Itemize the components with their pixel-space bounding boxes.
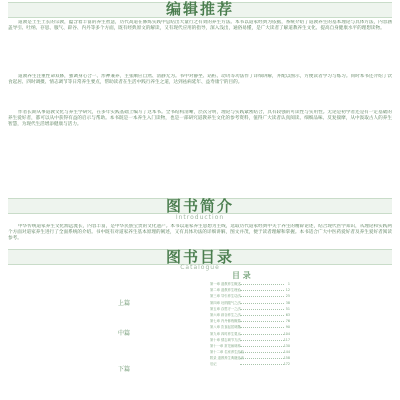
- toc-leader-dots: [240, 296, 284, 297]
- toc-row-page: 130: [283, 343, 290, 348]
- toc-row: [210, 282, 290, 286]
- toc-row-page: 172: [283, 362, 290, 367]
- toc-row-page: 117: [283, 337, 290, 342]
- toc-row: [210, 356, 290, 360]
- toc-leader-dots: [240, 352, 284, 353]
- toc-row-page: 158: [283, 356, 290, 361]
- toc-row-title: 第一章 道教养生概述: [210, 282, 241, 286]
- intro-title: 图书简介: [165, 197, 234, 215]
- toc-row-title: 第八章 饮食起居调摄: [210, 325, 241, 330]
- contents-subtitle: Catalogue: [180, 264, 220, 271]
- toc-row: [210, 350, 290, 354]
- part-label: 中篇: [117, 330, 130, 337]
- toc-leader-dots: [240, 334, 284, 335]
- intro-paragraph: 中华传统道家养生文化源远流长，内容丰富，是中华民族宝贵的文化遗产。本书以道家养生思想为主线，选取历代道家经典中关于养生的精辟论述，结合现代医学知识，从理论和实践两个方面对道家养生进行了全面系统的介绍。书中既有对道家养生基本原理的阐述，又有具体功法的详细讲解，图文并茂，便于读者理解和掌握。本书适合广大中医药爱好者及养生爱好者阅读参考。: [8, 224, 392, 242]
- toc-leader-dots: [240, 340, 284, 341]
- toc-row-page: 104: [283, 331, 290, 336]
- toc-leader-dots: [240, 346, 284, 347]
- table-of-contents: [90, 270, 310, 398]
- toc-row: [210, 307, 290, 311]
- recommend-title: 编辑推荐: [165, 0, 234, 18]
- toc-row-title: 第六章 辟谷养生之法: [210, 312, 241, 317]
- toc-row: [210, 313, 290, 317]
- toc-leader-dots: [240, 309, 284, 310]
- toc-row: [210, 325, 290, 329]
- recommend-paragraph-1: 道教是土生土长的宗教，蕴含着丰富的养生智慧，历代高道在修炼实践中总结出大量行之有效的养生方法。本书以道家经典为依据，系统介绍了道教养生的基本理论与具体方法，内容涵盖导引、吐纳、存思、服气、辟谷、内丹等多个方面，既有经典原文的解读，又有现代应用的指导，深入浅出，通俗易懂，是广大读者了解道教养生文化、提高自身健康水平的理想读物。: [8, 20, 392, 32]
- intro-subtitle: Introduction: [175, 214, 225, 221]
- toc-row-page: 51: [285, 306, 290, 311]
- toc-row-page: 63: [285, 312, 290, 317]
- toc-row: [210, 288, 290, 292]
- toc-row-page: 90: [285, 325, 290, 330]
- toc-row-page: 12: [285, 288, 290, 293]
- recommend-paragraph-2: 道教养生注重性命双修，强调身心合一、形神兼养，主张顺应自然、清静无为。书中对静坐、站桩、动功等功法作了详细讲解，并配以图示，方便读者学习与练习。同时本书还介绍了饮食起居、四时调摄、情志调节等日常养生要点，帮助读者在生活中践行养生之道，达到祛病延年、益寿康宁的目的。: [8, 74, 392, 86]
- toc-leader-dots: [240, 303, 284, 304]
- part-label: 下篇: [117, 366, 130, 373]
- toc-row-title: 附录 道教养生典籍选读: [210, 356, 245, 361]
- toc-row-title: 第三章 导引养生功法: [210, 294, 241, 299]
- toc-row-title: 第五章 存思守一之法: [210, 306, 241, 311]
- recommend-paragraph-3: 作者长期从事道教文化与养生学研究，在多年实践基础上编写了这本书。全书结构清晰，层次分明，理论与实践紧密结合，具有较强的可读性与实用性。无论是初学者还是有一定基础的养生爱好者，都可以从中获得有益的启示与帮助。本书既是一本养生入门读物，也是一部研究道教养生文化的参考资料，值得广大读者认真阅读、细细品味、反复揣摩，从中汲取古人的养生智慧，为现代生活增添健康与活力。: [8, 110, 392, 128]
- toc-row-title: 第十一章 常见病调养: [210, 343, 241, 348]
- toc-leader-dots: [240, 290, 284, 291]
- toc-row-title: 后记: [210, 362, 217, 367]
- toc-leader-dots: [240, 284, 284, 285]
- toc-list: [210, 282, 290, 369]
- contents-book-logo: 目 录: [232, 271, 251, 280]
- toc-row-title: 第七章 内丹修炼概要: [210, 319, 241, 324]
- toc-row-page: 38: [285, 300, 290, 305]
- toc-row: [210, 301, 290, 305]
- toc-row: [210, 344, 290, 348]
- toc-row-page: 144: [283, 350, 290, 355]
- toc-leader-dots: [240, 327, 284, 328]
- contents-title: 图书目录: [165, 248, 234, 266]
- part-label: 上篇: [117, 300, 130, 307]
- toc-leader-dots: [240, 315, 284, 316]
- toc-row: [210, 319, 290, 323]
- toc-row-title: 第四章 吐纳服气之法: [210, 300, 241, 305]
- toc-row: [210, 338, 290, 342]
- toc-leader-dots: [240, 358, 284, 359]
- toc-leader-dots: [240, 364, 284, 365]
- toc-row: [210, 294, 290, 298]
- toc-row: [210, 362, 290, 366]
- toc-row-title: 第十章 情志调节方法: [210, 337, 241, 342]
- toc-row: [210, 332, 290, 336]
- toc-row-title: 第二章 道教养生理论: [210, 288, 241, 293]
- toc-row-page: 25: [285, 294, 290, 299]
- toc-row-title: 第九章 四时养生要点: [210, 331, 241, 336]
- toc-row-title: 第十二章 名家养生经验: [210, 350, 245, 355]
- toc-row-page: 1: [287, 282, 290, 286]
- toc-row-page: 76: [285, 319, 290, 324]
- toc-leader-dots: [240, 321, 284, 322]
